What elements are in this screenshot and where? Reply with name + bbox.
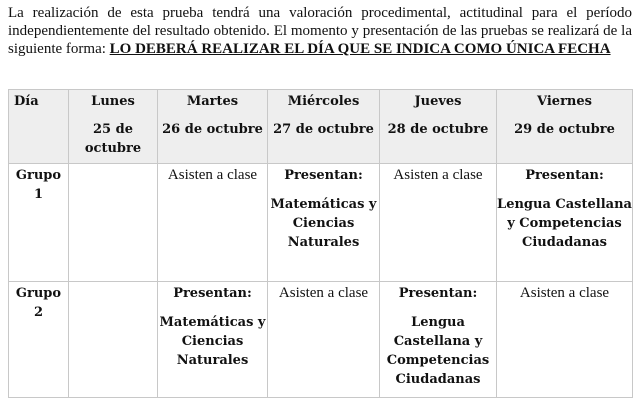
cell-subject: Matemáticas y Ciencias Naturales xyxy=(270,197,377,250)
intro-paragraph xyxy=(8,4,632,58)
schedule-cell xyxy=(69,282,158,398)
schedule-cell xyxy=(268,164,380,282)
schedule-cell xyxy=(380,282,497,398)
cell-title: Presentan: xyxy=(398,286,478,301)
schedule-cell xyxy=(158,282,268,398)
cell-title: Asisten a clase xyxy=(393,167,483,183)
day-date: 29 de octubre xyxy=(514,122,615,137)
cell-title: Asisten a clase xyxy=(519,285,610,301)
day-date: 25 de octubre xyxy=(84,122,142,156)
cell-subject: Lengua Castellana y Competencias Ciudadanas xyxy=(386,315,490,387)
cell-title: Presentan: xyxy=(284,168,363,183)
header-day xyxy=(158,90,268,164)
day-name: Jueves xyxy=(414,94,462,109)
cell-subject: Lengua Castellana y Competencias Ciudadanas xyxy=(497,197,632,250)
schedule-cell xyxy=(497,282,633,398)
intro-emphasis: LO DEBERÁ REALIZAR EL DÍA QUE SE INDICA COMO ÚNICA FECHA xyxy=(109,41,611,57)
schedule-cell xyxy=(158,164,268,282)
header-corner: Día xyxy=(9,90,69,164)
header-day xyxy=(268,90,380,164)
group-row-1 xyxy=(9,164,633,282)
day-date: 26 de octubre xyxy=(162,122,263,137)
schedule-cell xyxy=(380,164,497,282)
header-row xyxy=(9,90,633,164)
day-name: Miércoles xyxy=(287,94,360,109)
day-name: Martes xyxy=(186,94,239,109)
header-day xyxy=(380,90,497,164)
cell-title: Asisten a clase xyxy=(167,167,258,183)
day-date: 27 de octubre xyxy=(273,122,374,137)
day-date: 28 de octubre xyxy=(387,122,489,137)
cell-title: Presentan: xyxy=(173,286,252,301)
group-label-text: Grupo xyxy=(15,168,62,183)
group-label-text: Grupo xyxy=(15,286,62,301)
group-number: 1 xyxy=(33,187,44,202)
schedule-cell xyxy=(69,164,158,282)
cell-title: Asisten a clase xyxy=(278,285,369,301)
group-label xyxy=(9,282,69,398)
schedule-cell xyxy=(268,282,380,398)
group-number: 2 xyxy=(33,305,44,320)
schedule-cell xyxy=(497,164,633,282)
day-name: Lunes xyxy=(91,94,135,109)
intro-text: La realización de esta prueba tendrá una valoración procedimental, actitudinal para el período independientemente del resultado obtenido. El momento y presentación de las pruebas se realizará de la siguiente forma: xyxy=(8,5,632,57)
group-label xyxy=(9,164,69,282)
cell-subject: Matemáticas y Ciencias Naturales xyxy=(159,315,266,368)
schedule-table xyxy=(8,89,633,398)
cell-title: Presentan: xyxy=(525,168,604,183)
day-name: Viernes xyxy=(537,94,592,109)
header-day xyxy=(497,90,633,164)
header-day xyxy=(69,90,158,164)
group-row-2 xyxy=(9,282,633,398)
